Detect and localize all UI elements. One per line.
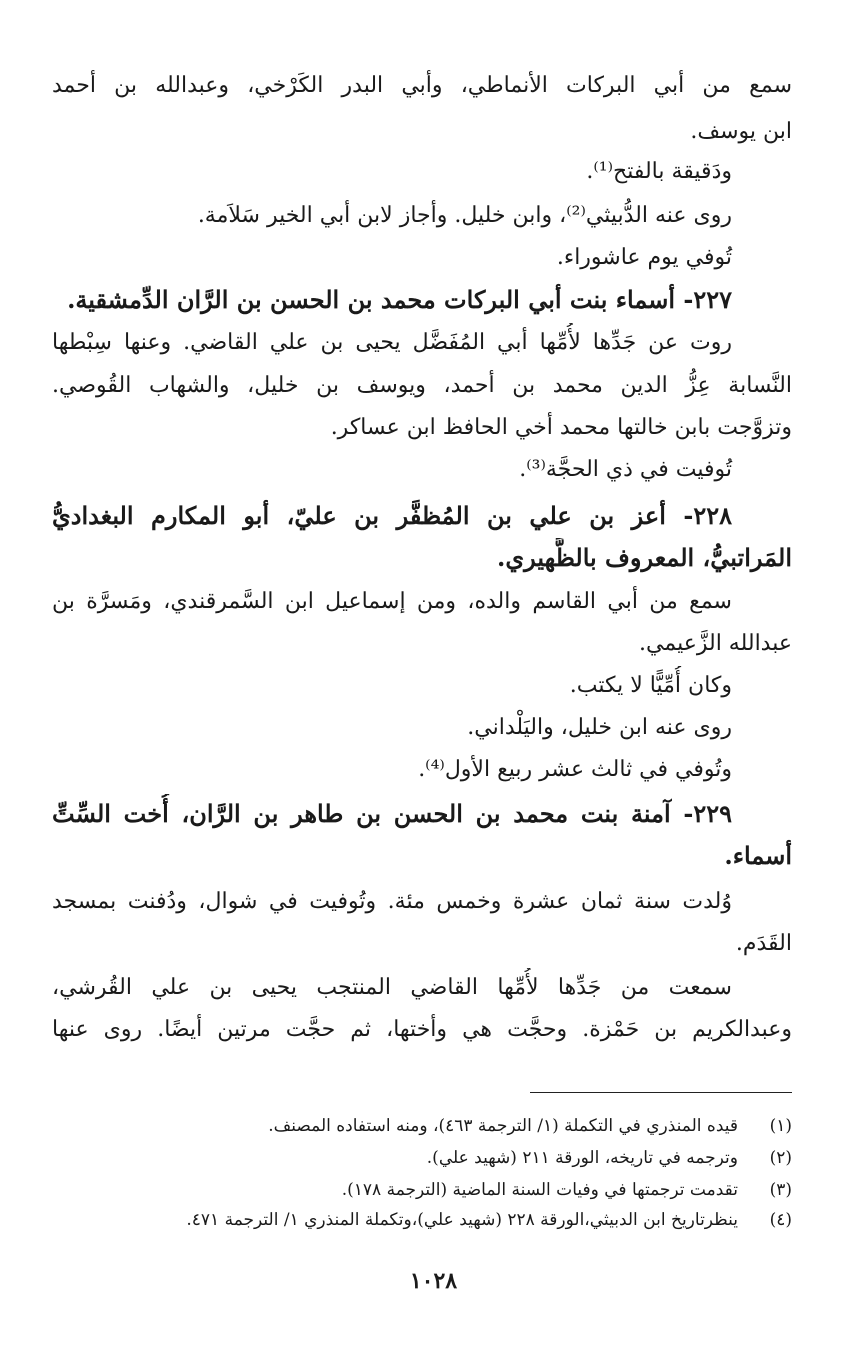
text-line: وتزوَّجت بابن خالتها محمد أخي الحافظ ابن عساكر. xyxy=(330,415,792,440)
entry-heading-227: ٢٢٧- أسماء بنت أبي البركات محمد بن الحسن بن الرَّان الدِّمشقية. xyxy=(67,285,732,314)
footnote-number: (٤) xyxy=(769,1210,792,1230)
entry-heading-228-cont: المَراتبيُّ، المعروف بالظَّهيري. xyxy=(497,543,792,572)
text-line: وكان أُمِّيًّا لا يكتب. xyxy=(569,673,732,698)
text-line: القَدَم. xyxy=(735,931,792,956)
footnote xyxy=(52,1176,792,1206)
footnote xyxy=(52,1112,792,1142)
footnote-text: وترجمه في تاريخه، الورقة ٢١١ (شهيد علي). xyxy=(426,1148,738,1168)
text-line: وتُوفي في ثالث عشر ربيع الأول⁽⁴⁾. xyxy=(418,757,732,782)
text-line: تُوفي يوم عاشوراء. xyxy=(556,245,732,270)
footnote-number: (١) xyxy=(769,1116,792,1136)
text-line: سمعت من جَدِّها لأُمِّها القاضي المنتجب يحيى بن علي القُرشي، xyxy=(52,975,732,1000)
text-line: روى عنه ابن خليل، واليَلْداني. xyxy=(467,715,732,740)
text-line: روى عنه الدُّبيثي⁽²⁾، وابن خليل. وأجاز لابن أبي الخير سَلاَمة. xyxy=(197,203,732,228)
page-number: ١٠٢٨ xyxy=(409,1268,458,1294)
footnote-text: تقدمت ترجمتها في وفيات السنة الماضية (الترجمة ١٧٨). xyxy=(341,1180,738,1200)
entry-heading-229: ٢٢٩- آمنة بنت محمد بن الحسن بن طاهر بن الرَّان، أُخت السِّتِّ xyxy=(52,799,732,828)
text-line: النَّسابة عِزُّ الدين محمد بن أحمد، ويوسف بن خليل، والشهاب القُوصي. xyxy=(52,373,792,398)
footnote-separator xyxy=(530,1092,792,1093)
entry-heading-229-cont: أسماء. xyxy=(724,841,792,870)
text-line: عبدالله الزَّعيمي. xyxy=(639,631,792,656)
footnote-text: قيده المنذري في التكملة (١/ الترجمة ٤٦٣)، ومنه استفاده المصنف. xyxy=(268,1116,738,1136)
footnote-text: ينظرتاريخ ابن الدبيثي،الورقة ٢٢٨ (شهيد علي)،وتكملة المنذري ١/ الترجمة ٤٧١. xyxy=(186,1210,738,1230)
footnote-number: (٢) xyxy=(769,1148,792,1168)
footnote-number: (٣) xyxy=(769,1180,792,1200)
footnote xyxy=(52,1144,792,1174)
text-line: وعبدالكريم بن حَمْزة. وحجَّت هي وأختها، ثم حجَّت مرتين أيضًا. روى عنها xyxy=(52,1017,792,1042)
text-line: ودَقيقة بالفتح⁽¹⁾. xyxy=(586,159,732,184)
text-line: سمع من أبي البركات الأنماطي، وأبي البدر الكَرْخي، وعبدالله بن أحمد xyxy=(52,73,792,98)
entry-heading-228: ٢٢٨- أعز بن علي بن المُظفَّر بن عليّ، أبو المكارم البغداديُّ xyxy=(52,501,732,530)
text-line: سمع من أبي القاسم والده، ومن إسماعيل ابن السَّمرقندي، ومَسرَّة بن xyxy=(52,589,732,614)
text-line: ابن يوسف. xyxy=(690,119,792,144)
footnote xyxy=(52,1206,792,1236)
text-line: روت عن جَدِّها لأُمِّها أبي المُفَضَّل يحيى بن علي القاضي. وعنها سِبْطها xyxy=(52,330,732,355)
text-line: وُلدت سنة ثمان عشرة وخمس مئة. وتُوفيت في شوال، ودُفنت بمسجد xyxy=(52,889,732,914)
text-line: تُوفيت في ذي الحجَّة⁽³⁾. xyxy=(519,457,732,482)
